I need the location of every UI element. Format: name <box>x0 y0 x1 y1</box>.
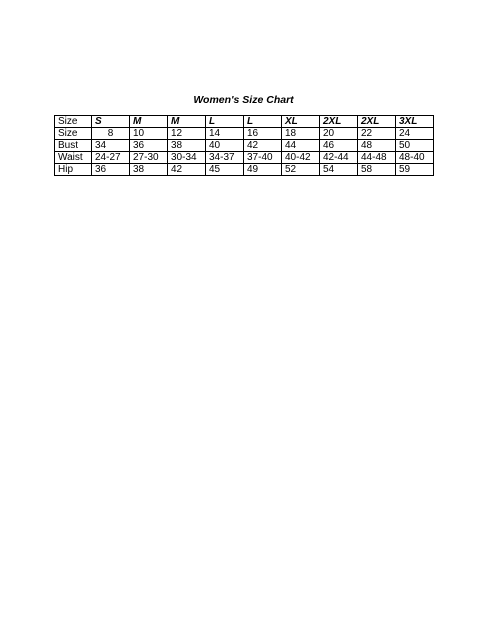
table-cell: 52 <box>282 164 320 176</box>
header-cell: 3XL <box>396 116 434 128</box>
table-cell: 14 <box>206 128 244 140</box>
table-cell: 24 <box>396 128 434 140</box>
table-cell: 30-34 <box>168 152 206 164</box>
table-row <box>55 140 434 152</box>
header-cell: M <box>168 116 206 128</box>
table-cell: 34 <box>92 140 130 152</box>
header-cell: L <box>244 116 282 128</box>
table-cell: 45 <box>206 164 244 176</box>
table-cell: 42 <box>168 164 206 176</box>
table-cell: 49 <box>244 164 282 176</box>
table-cell: 54 <box>320 164 358 176</box>
header-cell: S <box>92 116 130 128</box>
row-label: Waist <box>55 152 92 164</box>
table-cell: 38 <box>130 164 168 176</box>
header-cell: L <box>206 116 244 128</box>
table-row <box>55 128 434 140</box>
table-cell: 44-48 <box>358 152 396 164</box>
header-cell: XL <box>282 116 320 128</box>
table-cell: 12 <box>168 128 206 140</box>
table-cell: 50 <box>396 140 434 152</box>
table-row <box>55 164 434 176</box>
table-cell: 42-44 <box>320 152 358 164</box>
table-row <box>55 152 434 164</box>
table-cell: 48 <box>358 140 396 152</box>
size-chart-table <box>54 115 434 176</box>
table-header-row <box>55 116 434 128</box>
table-cell: 10 <box>130 128 168 140</box>
table-cell: 20 <box>320 128 358 140</box>
table-cell: 58 <box>358 164 396 176</box>
row-label: Size <box>55 128 92 140</box>
table-cell: 46 <box>320 140 358 152</box>
table-cell: 27-30 <box>130 152 168 164</box>
table-cell: 16 <box>244 128 282 140</box>
table-cell: 42 <box>244 140 282 152</box>
table-cell: 59 <box>396 164 434 176</box>
table-cell: 24-27 <box>92 152 130 164</box>
table-cell: 40 <box>206 140 244 152</box>
table-cell: 22 <box>358 128 396 140</box>
table-cell: 40-42 <box>282 152 320 164</box>
header-cell: 2XL <box>358 116 396 128</box>
header-cell: M <box>130 116 168 128</box>
header-cell: 2XL <box>320 116 358 128</box>
header-cell: Size <box>55 116 92 128</box>
table-cell: 37-40 <box>244 152 282 164</box>
table-cell: 8 <box>92 128 130 140</box>
table-cell: 48-40 <box>396 152 434 164</box>
chart-title: Women's Size Chart <box>193 94 294 106</box>
table-cell: 36 <box>130 140 168 152</box>
table-cell: 36 <box>92 164 130 176</box>
table-cell: 18 <box>282 128 320 140</box>
table-cell: 38 <box>168 140 206 152</box>
table-cell: 34-37 <box>206 152 244 164</box>
row-label: Hip <box>55 164 92 176</box>
row-label: Bust <box>55 140 92 152</box>
table-cell: 44 <box>282 140 320 152</box>
